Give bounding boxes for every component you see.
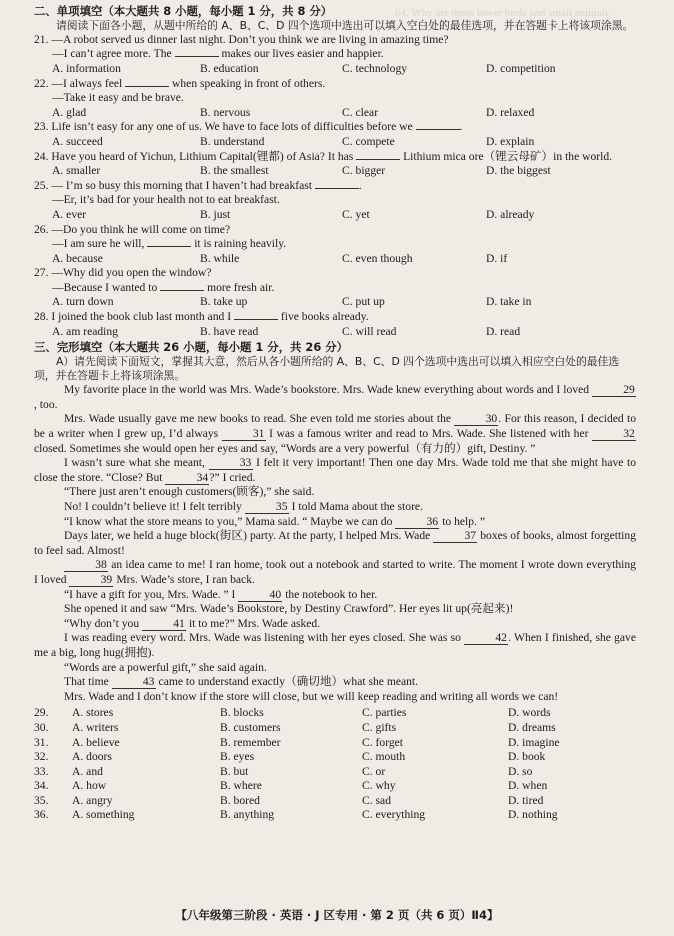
option: A. am reading	[52, 324, 118, 338]
passage-text: My favorite place in the world was Mrs. Wade’s bookstore. Mrs. Wade knew everything about words and I loved	[64, 383, 592, 397]
question-text: —Er, it’s bad for your health not to eat breakfast.	[52, 193, 280, 207]
passage-paragraph	[34, 675, 636, 690]
option-row	[34, 62, 636, 77]
question-line	[34, 193, 636, 208]
option: D. already	[486, 207, 535, 221]
option: B. understand	[200, 134, 265, 148]
passage-text: boxes of books, almost forgetting to feel sad. Almost!	[34, 529, 636, 557]
passage-text: “I know what the store means to you,” Mama said. “ Maybe we can do	[64, 514, 396, 528]
question-text: —Take it easy and be brave.	[52, 91, 184, 105]
question-text: Lithium mica ore（锂云母矿）in the world.	[400, 149, 613, 163]
cloze-blank: 33	[209, 457, 253, 470]
option: C. forget	[362, 735, 404, 749]
option: A. ever	[52, 207, 87, 221]
passage-text: “There just aren’t enough customers(顾客),” she said.	[64, 485, 315, 499]
passage-text: the notebook to her.	[282, 587, 378, 601]
passage-paragraph	[34, 412, 636, 456]
passage-text: I told Mama about the store.	[288, 500, 423, 514]
bleed-through-text: 64. Why are these lower birds and small animals	[395, 7, 609, 19]
passage-paragraph	[34, 456, 636, 485]
question-text: Life isn’t easy for any one of us. We have to face lots of difficulties before we	[51, 120, 416, 134]
option-row	[34, 135, 636, 150]
cloze-blank: 43	[112, 676, 156, 689]
cloze-option-row	[34, 736, 636, 751]
option: D. read	[486, 324, 521, 338]
option: D. relaxed	[486, 105, 535, 119]
question-number: 26.	[34, 222, 52, 236]
option: A. stores	[72, 706, 114, 720]
cloze-blank: 36	[395, 516, 439, 529]
cloze-blank: 39	[69, 574, 113, 587]
passage-text: it to me?” Mrs. Wade asked.	[186, 616, 321, 630]
option: D. explain	[486, 134, 535, 148]
passage-paragraph	[34, 485, 636, 500]
passage-text: closed. Sometimes she would open her eyes and say, “Words are a very powerful（有力的）gift, Destiny. ”	[34, 441, 536, 455]
passage-text: Mrs. Wade and I don’t know if the store will close, but we will keep reading and writing all words we can!	[64, 689, 559, 703]
question-text: .	[459, 120, 463, 134]
option: C. parties	[362, 706, 407, 720]
passage-paragraph	[34, 631, 636, 660]
option: C. even though	[342, 251, 413, 265]
passage-text: “Words are a powerful gift,” she said again.	[64, 660, 267, 674]
option: B. customers	[220, 720, 281, 734]
passage-text: I felt it very important! Then one day Mrs. Wade told me that she might have to close the store. “Close? But	[34, 456, 636, 484]
option: A. how	[72, 779, 107, 793]
option: A. believe	[72, 735, 120, 749]
question-line	[34, 237, 636, 252]
cloze-blank: 41	[142, 618, 186, 631]
answer-blank	[315, 188, 359, 189]
question-text: — I’m so busy this morning that I haven’t had breakfast	[51, 178, 315, 192]
option-row	[34, 325, 636, 340]
cloze-options	[34, 706, 636, 823]
passage-text: Mrs. Wade’s store, I ran back.	[113, 572, 255, 586]
cloze-option-row	[34, 765, 636, 780]
question-text: —A robot served us dinner last night. Don’t you think we are living in amazing time?	[51, 32, 449, 46]
passage-paragraph	[34, 383, 636, 412]
passage-paragraph	[34, 617, 636, 632]
question-number: 27.	[34, 266, 52, 280]
answer-blank	[160, 290, 204, 291]
question-text: when speaking in front of others.	[169, 76, 326, 90]
cloze-blank: 42	[464, 632, 508, 645]
question-line	[34, 310, 636, 325]
question-text: —I am sure he will,	[52, 237, 148, 251]
option: D. take in	[486, 295, 532, 309]
question-number: 33.	[34, 764, 49, 778]
option: A. turn down	[52, 295, 114, 309]
passage-paragraph	[34, 588, 636, 603]
option: A. writers	[72, 720, 119, 734]
question-number: 21.	[34, 32, 52, 46]
option: B. where	[220, 779, 262, 793]
option: D. nothing	[508, 808, 558, 822]
question-number: 29.	[34, 706, 49, 720]
option: A. doors	[72, 750, 112, 764]
option: C. everything	[362, 808, 426, 822]
option: A. because	[52, 251, 103, 265]
question-text: —Because I wanted to	[52, 280, 161, 294]
option-row	[34, 164, 636, 179]
cloze-blank: 31	[222, 428, 266, 441]
passage-paragraph	[34, 515, 636, 530]
passage-paragraph	[34, 690, 636, 705]
cloze-blank: 35	[245, 501, 289, 514]
section2-title: 二、单项填空（本大题共 8 小题，每小题 1 分，共 8 分）	[34, 4, 333, 18]
passage-text: I wasn’t sure what she meant,	[64, 456, 209, 470]
answer-blank	[234, 319, 278, 320]
passage-text: I was a famous writer and read to Mrs. Wade. She listened with her	[265, 427, 592, 441]
question-text: Have you heard of Yichun, Lithium Capital(锂都) of Asia? It has	[51, 149, 357, 163]
question-number: 24.	[34, 149, 52, 163]
cloze-option-row	[34, 808, 636, 823]
question-line	[34, 120, 636, 135]
answer-blank	[416, 129, 460, 130]
option: A. succeed	[52, 134, 103, 148]
passage-text: . For this reason, I decided to be a writer when I grew up, I’d always	[34, 412, 636, 441]
option: C. why	[362, 779, 396, 793]
passage-text: I was reading every word. Mrs. Wade was listening with her eyes closed. She was so	[64, 631, 465, 645]
option: B. anything	[220, 808, 275, 822]
option: A. something	[72, 808, 135, 822]
passage-text: Days later, we held a huge block(街区) party. At the party, I helped Mrs. Wade	[64, 529, 434, 543]
answer-blank	[356, 159, 400, 160]
passage-text: That time	[64, 675, 112, 689]
option: D. imagine	[508, 735, 560, 749]
option: D. if	[486, 251, 508, 265]
page-footer: 【八年级第三阶段 · 英语 · J 区专用 · 第 2 页（共 6 页）Ⅱ4】	[175, 908, 499, 922]
option: C. put up	[342, 295, 385, 309]
option: A. information	[52, 61, 121, 75]
cloze-blank: 32	[592, 428, 636, 441]
option: D. dreams	[508, 720, 556, 734]
question-line	[34, 266, 636, 281]
cloze-blank: 40	[238, 589, 282, 602]
option: C. technology	[342, 61, 408, 75]
option-row	[34, 295, 636, 310]
question-text: —I can’t agree more. The	[52, 47, 175, 61]
question-number: 25.	[34, 178, 52, 192]
option: C. compete	[342, 134, 395, 148]
option: C. sad	[362, 793, 391, 807]
section3-title: 三、完形填空（本大题共 26 小题，每小题 1 分，共 26 分）	[34, 340, 349, 355]
option: B. bored	[220, 793, 260, 807]
question-line	[34, 91, 636, 106]
option: D. so	[508, 764, 533, 778]
option: B. blocks	[220, 706, 264, 720]
question-text: —I always feel	[51, 76, 126, 90]
option: B. have read	[200, 324, 259, 338]
question-number: 34.	[34, 779, 49, 793]
cloze-option-row	[34, 706, 636, 721]
section3-instruction: A）请先阅读下面短文，掌握其大意，然后从各小题所给的 A、B、C、D 四个选项中选出可以填入相应空白处的最佳选项，并在答题卡上将该项涂黑。	[34, 354, 620, 383]
option: D. competition	[486, 61, 556, 75]
passage-paragraph	[34, 529, 636, 558]
cloze-option-row	[34, 794, 636, 809]
passage-text: , too.	[34, 397, 58, 411]
question-text: makes our lives easier and happier.	[218, 47, 384, 61]
question-number: 23.	[34, 120, 52, 134]
option: C. bigger	[342, 164, 386, 178]
question-line	[34, 281, 636, 296]
passage-paragraph	[34, 602, 636, 617]
cloze-blank: 30	[454, 413, 498, 426]
option: C. gifts	[362, 720, 397, 734]
option: D. tired	[508, 793, 544, 807]
option: B. while	[200, 251, 240, 265]
option: B. take up	[200, 295, 248, 309]
option: C. mouth	[362, 750, 406, 764]
question-number: 28.	[34, 310, 52, 324]
passage-text: ?” I cried.	[209, 470, 256, 484]
passage-text: an idea came to me! I ran home, took out a notebook and started to write. The moment I wrote down everything I loved	[34, 558, 636, 586]
option-row	[34, 252, 636, 267]
question-line	[34, 223, 636, 238]
question-text: —Why did you open the window?	[51, 266, 212, 280]
question-line	[34, 77, 636, 92]
question-number: 30.	[34, 720, 49, 734]
question-line	[34, 33, 636, 48]
option: B. nervous	[200, 105, 251, 119]
question-text: more fresh air.	[204, 280, 275, 294]
option: A. smaller	[52, 164, 101, 178]
question-line	[34, 47, 636, 62]
passage-text: “Why don’t you	[64, 616, 143, 630]
option: A. and	[72, 764, 103, 778]
passage-paragraph	[34, 500, 636, 515]
answer-blank	[175, 56, 219, 57]
question-number: 22.	[34, 76, 52, 90]
passage-text: “I have a gift for you, Mrs. Wade. ” I	[64, 587, 239, 601]
option: A. glad	[52, 105, 87, 119]
question-number: 36.	[34, 808, 49, 822]
cloze-passage	[34, 383, 636, 704]
passage-paragraph	[34, 558, 636, 587]
option: C. yet	[342, 207, 370, 221]
option: D. book	[508, 750, 546, 764]
question-text: it is raining heavily.	[191, 237, 287, 251]
cloze-option-row	[34, 721, 636, 736]
option: B. remember	[220, 735, 281, 749]
section2-instruction: 请阅读下面各小题，从题中所给的 A、B、C、D 四个选项中选出可以填入空白处的最佳选项，并在答题卡上将该项涂黑。	[56, 18, 634, 32]
passage-text: . When I finished, she gave me a big, long hug(拥抱).	[34, 631, 636, 659]
cloze-option-row	[34, 750, 636, 765]
passage-text: to help. ”	[439, 514, 486, 528]
option: A. angry	[72, 793, 113, 807]
cloze-option-row	[34, 779, 636, 794]
option-row	[34, 106, 636, 121]
option: C. will read	[342, 324, 397, 338]
option: B. but	[220, 764, 249, 778]
answer-blank	[125, 86, 169, 87]
option-row	[34, 208, 636, 223]
option: B. education	[200, 61, 259, 75]
answer-blank	[147, 246, 191, 247]
option: D. the biggest	[486, 164, 551, 178]
question-number: 31.	[34, 735, 49, 749]
passage-text: She opened it and saw “Mrs. Wade’s Bookstore, by Destiny Crawford”. Her eyes lit up(亮起来)!	[64, 602, 514, 616]
option: D. words	[508, 706, 551, 720]
cloze-blank: 37	[433, 530, 477, 543]
passage-text: No! I couldn’t believe it! I felt terribly	[64, 500, 245, 514]
question-line	[34, 150, 636, 165]
question-line	[34, 179, 636, 194]
option: D. when	[508, 779, 548, 793]
passage-text: Mrs. Wade usually gave me new books to read. She even told me stories about the	[64, 412, 455, 426]
cloze-blank: 34	[165, 472, 209, 485]
question-text: .	[358, 178, 362, 192]
section2-questions	[34, 33, 636, 339]
question-number: 35.	[34, 793, 49, 807]
passage-paragraph	[34, 661, 636, 676]
question-text: five books already.	[277, 310, 369, 324]
question-text: —Do you think he will come on time?	[51, 222, 231, 236]
passage-text: came to understand exactly（确切地）what she meant.	[155, 675, 419, 689]
question-number: 32.	[34, 750, 49, 764]
option: B. just	[200, 207, 231, 221]
option: B. the smallest	[200, 164, 269, 178]
question-text: I joined the book club last month and I	[51, 310, 234, 324]
option: C. or	[362, 764, 386, 778]
option: B. eyes	[220, 750, 255, 764]
option: C. clear	[342, 105, 379, 119]
cloze-blank: 38	[64, 559, 108, 572]
cloze-blank: 29	[592, 384, 636, 397]
